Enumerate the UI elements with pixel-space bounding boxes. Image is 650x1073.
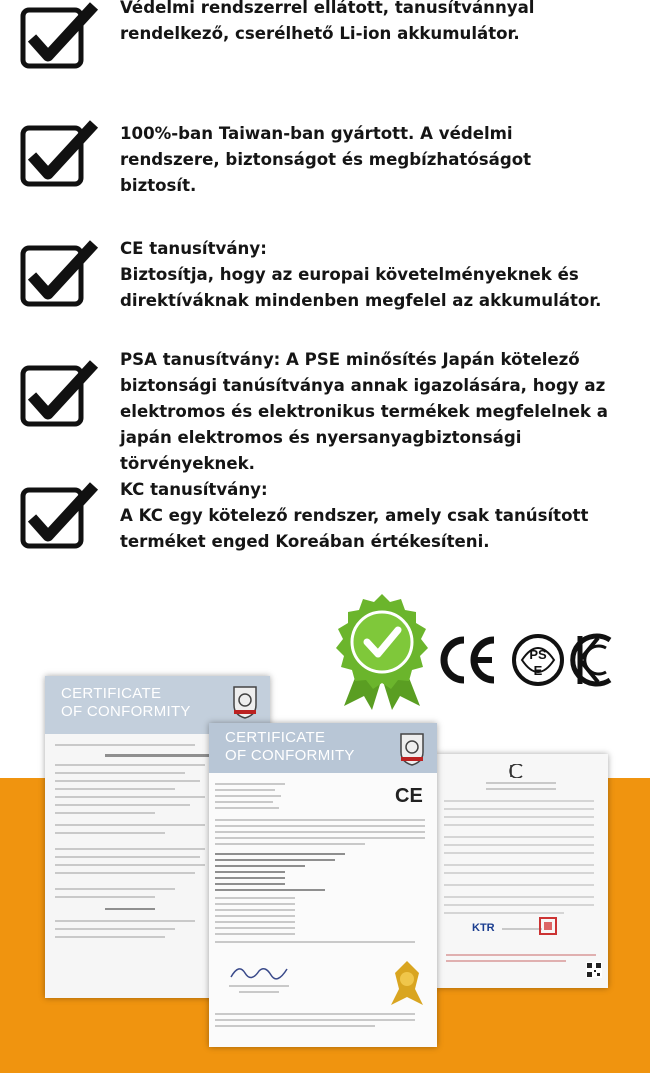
kc-mark-icon [509,764,523,778]
ce-mark: CE [395,785,423,807]
feature-text: 100%-ban Taiwan-ban gyártott. A védelmi rendszere, biztonságot és megbízhatóságot biztosít. [120,124,532,195]
feature-item-battery [0,0,650,70]
gold-seal-icon [389,959,425,1007]
checkmark-box-icon [20,238,98,308]
checkmark-box-icon [20,480,98,550]
certificates-section [0,580,650,1073]
red-stamp-icon [538,916,558,936]
feature-text: PSA tanusítvány: A PSE minősítés Japán kötelező biztonsági tanúsítványa annak igazolására, hogy az elektromos és elektronikus termékek megfelelnek a japán elektromos és nyersanyagbiztonsági törvényeknek. [120,350,608,473]
certificate-title: CERTIFICATE [225,729,326,746]
certificate-title: CERTIFICATE [61,685,162,702]
certificate-subtitle: OF CONFORMITY [225,747,355,764]
kc-mark-icon [573,636,610,684]
feature-text: Védelmi rendszerrel ellátott, tanusítvánnyal rendelkező, cserélhető Li-ion akkumulátor. [120,0,535,43]
ktr-logo: KTR [472,922,495,934]
feature-text: CE tanusítvány: Biztosítja, hogy az europai követelményeknek és direktíváknak mindenben megfelel az akkumulátor. [120,239,602,310]
certificate-korea-kc [436,754,608,988]
bureau-veritas-seal-icon [232,685,258,719]
svg-text:PS: PS [529,647,547,662]
certification-marks [438,630,614,690]
checkmark-box-icon [20,118,98,188]
checkmark-box-icon [20,358,98,428]
approved-badge-icon [330,592,434,710]
certificate-subtitle: OF CONFORMITY [61,703,191,720]
svg-text:E: E [533,663,543,678]
pse-mark-icon [514,636,562,684]
ce-mark-icon [444,640,494,680]
signature-icon [229,961,289,983]
certificate-of-conformity-ce [209,723,437,1047]
bureau-veritas-seal-icon [399,732,425,766]
qr-code-icon [586,962,602,978]
feature-text: KC tanusítvány: A KC egy kötelező rendszer, amely csak tanúsított terméket enged Koreában értékesíteni. [120,480,589,551]
checkmark-box-icon [20,0,98,70]
certificate-header [209,723,437,773]
